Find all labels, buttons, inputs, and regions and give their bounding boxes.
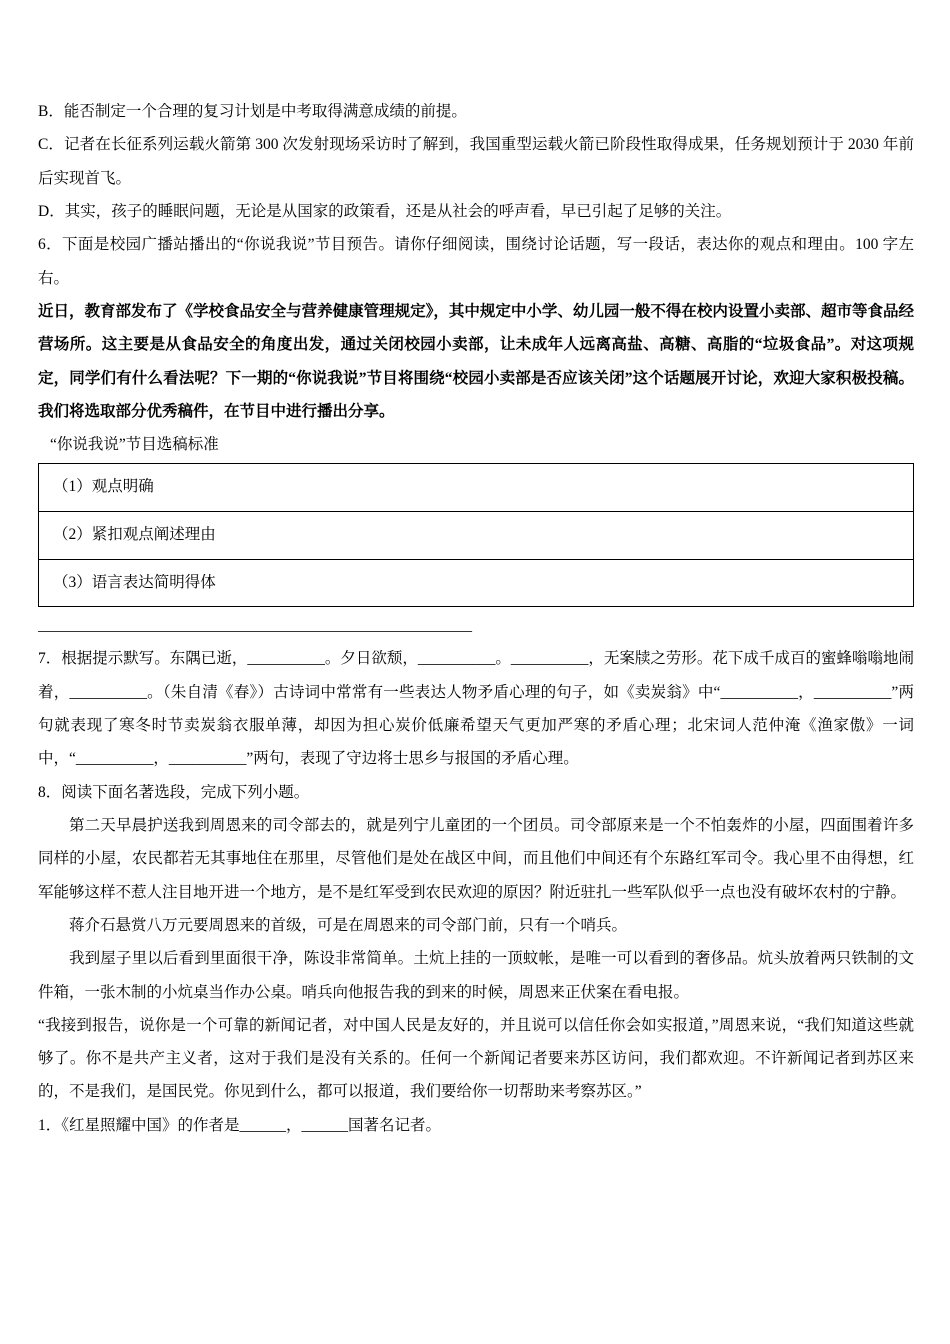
option-c: C．记者在长征系列运载火箭第 300 次发射现场采访时了解到，我国重型运载火箭已阶段性取得成果，任务规划预计于 2030 年前后实现首飞。 [38,136,914,187]
option-b: B．能否制定一个合理的复习计划是中考取得满意成绩的前提。 [38,103,467,120]
question-6-intro: 6．下面是校园广播站播出的“你说我说”节目预告。请你仔细阅读，围绕讨论话题，写一段话，表达你的观点和理由。100 字左右。 [38,236,914,287]
question-7: 7．根据提示默写。东隅已逝，__________。夕日欲颓，__________。__________，无案牍之劳形。花下成千成百的蜜蜂嗡嗡地闹着，__________。（朱自清《春》）古诗词中常常有一些表达人物矛盾心理的句子，如《卖炭翁》中“__________，__________”两句就表现了寒冬时节卖炭翁衣服单薄，却因为担心炭价低廉希望天气更加严寒的矛盾心理；北宋词人范仲淹《渔家傲》一词中，“__________，__________”两句，表现了守边将士思乡与报国的矛盾心理。 [38,650,914,768]
question-6-notice: 近日，教育部发布了《学校食品安全与营养健康管理规定》，其中规定中小学、幼儿园一般不得在校内设置小卖部、超市等食品经营场所。这主要是从食品安全的角度出发，通过关闭校园小卖部，让未成年人远离高盐、高糖、高脂的“垃圾食品”。对这项规定，同学们有什么看法呢？下一期的“你说我说”节目将围绕“校园小卖部是否应该关闭”这个话题展开讨论，欢迎大家积极投稿。我们将选取部分优秀稿件，在节目中进行播出分享。 [38,302,914,420]
question-8-passage-p1: 第二天早晨护送我到周恩来的司令部去的，就是列宁儿童团的一个团员。司令部原来是一个不怕轰炸的小屋，四面围着许多同样的小屋，农民都若无其事地住在那里，尽管他们是处在战区中间，而且他们中间还有个东路红军司令。我心里不由得想，红军能够这样不惹人注目地开进一个地方，是不是红军受到农民欢迎的原因？附近驻扎一些军队似乎一点也没有破坏农村的宁静。 [38,816,914,901]
question-8-passage-p4: “我接到报告，说你是一个可靠的新闻记者，对中国人民是友好的，并且说可以信任你会如实报道，”周恩来说，“我们知道这些就够了。你不是共产主义者，这对于我们是没有关系的。任何一个新闻记者要来苏区访问，我们都欢迎。不许新闻记者到苏区来的，不是我们，是国民党。你见到什么，都可以报道，我们要给你一切帮助来考察苏区。” [38,1016,914,1101]
criteria-cell-2: （2）紧扣观点阐述理由 [39,511,914,559]
question-6-criteria-title: “你说我说”节目选稿标准 [50,436,219,454]
table-row [39,559,914,607]
question-8-intro: 8．阅读下面名著选段，完成下列小题。 [38,783,310,801]
criteria-table [38,463,914,607]
question-8-passage-p2: 蒋介石悬赏八万元要周恩来的首级，可是在周恩来的司令部门前，只有一个哨兵。 [69,916,628,934]
table-row [39,511,914,559]
criteria-cell-1: （1）观点明确 [39,464,914,512]
answer-blank-line: ________________________________________________________ [38,617,472,635]
question-8-passage-p3: 我到屋子里以后看到里面很干净，陈设非常简单。土炕上挂的一顶蚊帐，是唯一可以看到的奢侈品。炕头放着两只铁制的文件箱，一张木制的小炕桌当作办公桌。哨兵向他报告我的到来的时候，周恩来正伏案在看电报。 [38,950,914,1001]
question-8-sub1: 1．《红星照耀中国》的作者是______，______国著名记者。 [38,1116,442,1134]
table-row [39,464,914,512]
option-d: D．其实，孩子的睡眠问题，无论是从国家的政策看，还是从社会的呼声看，早已引起了足够的关注。 [38,202,732,220]
criteria-cell-3: （3）语言表达简明得体 [39,559,914,607]
